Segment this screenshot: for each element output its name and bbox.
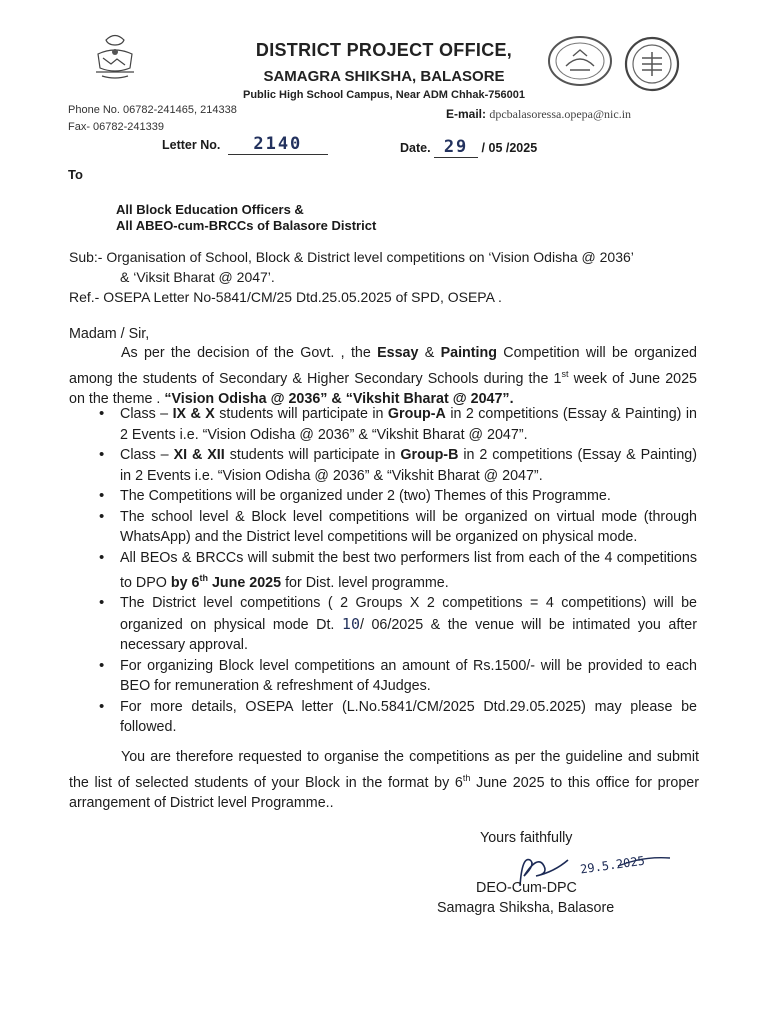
office-title: DISTRICT PROJECT OFFICE, [255,40,513,60]
date-month-year: / 05 /2025 [481,141,538,155]
recipient-line-1: All Block Education Officers & [116,202,304,217]
email-block [446,107,631,122]
closing-paragraph: You are therefore requested to organise the competitions as per the guideline and submit the list of selected students of your Block in the format by 6th June 2025 to this office for proper arrangement of District level Programme.. [69,749,700,811]
signatory-office: Samagra Shiksha, Balasore [437,900,615,916]
list-item: • The Competitions will be organized under 2 (two) Themes of this Programme. [95,486,697,507]
points-list [95,404,697,738]
office-address: Public High School Campus, Near ADM Chhak-756001 [243,89,525,101]
list-item: • For more details, OSEPA letter (L.No.5841/CM/2025 Dtd.29.05.2025) may please be followed. [95,697,697,738]
salutation: Madam / Sir, [69,326,150,342]
list-item: • The school level & Block level competitions will be organized on virtual mode (through WhatsApp) and the District level competitions will be organized on physical mode. [95,507,697,548]
to-label: To [68,167,83,182]
signature-date-handwritten: 29.5.2025 [579,853,646,877]
signatory-designation: DEO-Cum-DPC [476,880,577,896]
list-item: • Class – XI & XII students will participate in Group-B in 2 competitions (Essay & Painting) in 2 Events i.e. “Vision Odisha @ 2036” & “Vikshit Bharat @ 2047”. [95,445,697,486]
phone-number: Phone No. 06782-241465, 214338 [68,104,237,116]
intro-paragraph: As per the decision of the Govt. , the Essay & Painting Competition will be organized among the students of Secondary & Higher Secondary Schools during the 1st week of June 2025 on the theme . “Vision Odisha @ 2036” & “Vikshit Bharat @ 2047”. [69,345,697,407]
email-address[interactable]: dpcbalasoressa.opepa@nic.in [489,107,632,121]
subject-line-2: & ‘Viksit Bharat @ 2047’. [120,269,275,285]
list-item: • All BEOs & BRCCs will submit the best two performers list from each of the 4 competitions to DPO by 6th June 2025 for Dist. level programme. [95,548,697,594]
date-day-handwritten: 29 [443,137,469,157]
painting-text: Painting [440,345,497,361]
subject-line-1: Sub:- Organisation of School, Block & District level competitions on ‘Vision Odisha @ 2036’ [69,249,634,265]
office-subtitle: SAMAGRA SHIKSHA, BALASORE [263,68,505,85]
letter-number-label: Letter No. [162,138,221,152]
letter-number-row [162,134,328,155]
recipient-line-2: All ABEO-cum-BRCCs of Balasore District [116,218,377,233]
email-label: E-mail: [446,107,487,121]
date-row [400,137,537,158]
essay-text: Essay [377,345,419,361]
letter-number-handwritten: 2140 [253,134,303,154]
yours-faithfully: Yours faithfully [480,830,573,846]
handwritten-day: 10 [341,614,360,633]
list-item: • For organizing Block level competitions an amount of Rs.1500/- will be provided to each BEO for remuneration & refreshment of 4Judges. [95,656,697,697]
list-item: • Class – IX & X students will participate in Group-A in 2 competitions (Essay & Painting) in 2 Events i.e. “Vision Odisha @ 2036” & “Vikshit Bharat @ 2047”. [95,404,697,445]
list-item: • The District level competitions ( 2 Groups X 2 competitions = 4 competitions) will be organized on physical mode Dt. 10/ 06/2025 & the venue will be intimated you after necessary approval. [95,593,697,656]
fax-number: Fax- 06782-241339 [68,121,165,133]
reference-line: Ref.- OSEPA Letter No-5841/CM/25 Dtd.25.05.2025 of SPD, OSEPA . [69,289,502,305]
theme-text: “Vision Odisha @ 2036” & “Vikshit Bharat @ 2047”. [164,390,514,407]
date-label: Date. [400,141,431,155]
